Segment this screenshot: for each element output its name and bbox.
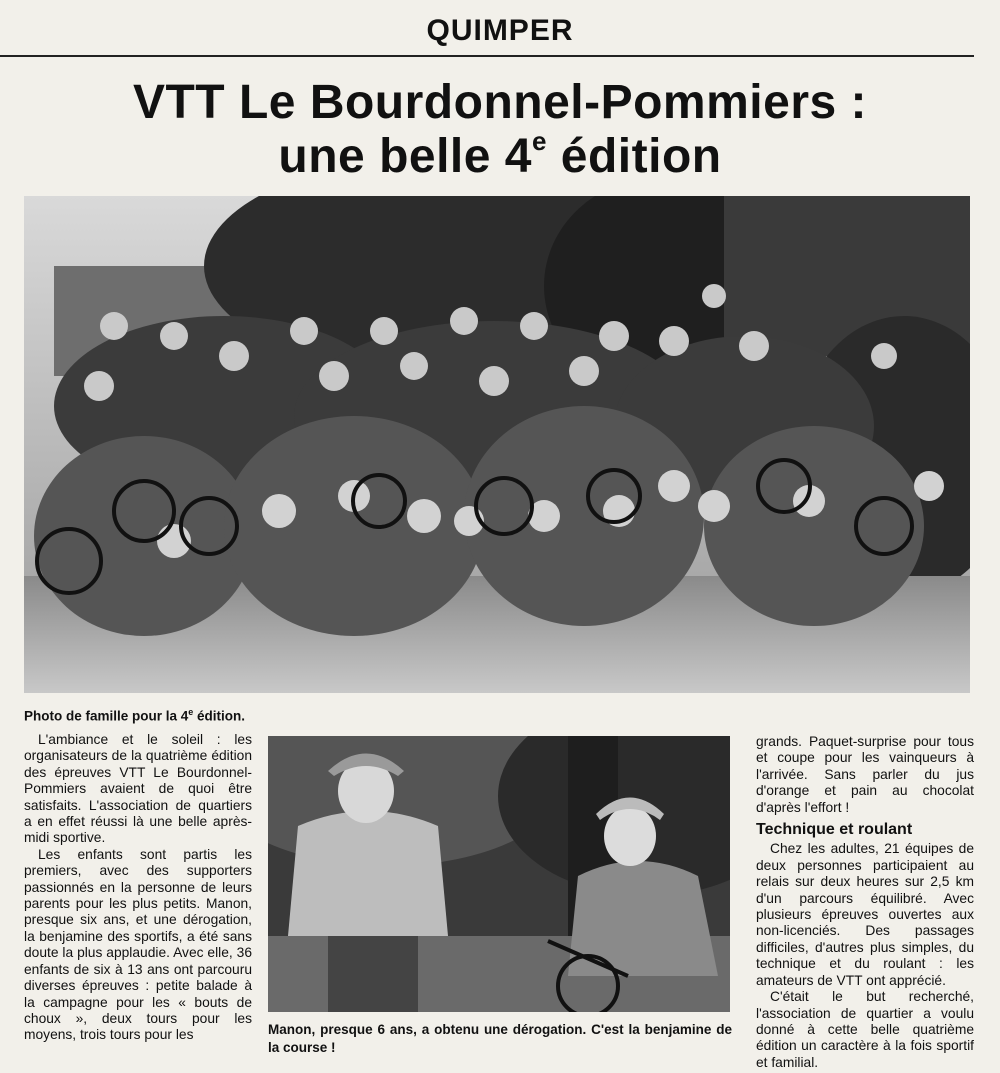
manon-photo [268,736,730,1012]
article-paragraph: Les enfants sont partis les premiers, avec des supporters passionnés en la personne de leurs parents pour les plus petits. Manon, presque six ans, et une dérogation, la benjamine des sportifs, a été sans doute la plus applaudie. Avec elle, 36 enfants de six à 13 ans ont parcouru diverses épreuves : petite balade à la campagne pour les « bouts de choux », deux tours pour les moyens, trois tours pour les [24,846,252,1043]
manon-photo-caption: Manon, presque 6 ans, a obtenu une dérogation. C'est la benjamine de la course ! [268,1022,732,1055]
article-paragraph: L'ambiance et le soleil : les organisateurs de la quatrième édition des épreuves VTT Le Bourdonnel-Pommiers avaient de quoi être satisfaits. L'association de quartiers a en effet réussi là une belle après-midi sportive. [24,732,252,846]
section-rule [0,55,974,57]
headline-line-1: VTT Le Bourdonnel-Pommiers : [132,76,868,129]
group-photo-caption: Photo de famille pour la 4e édition. [24,707,246,724]
article-paragraph: grands. Paquet-surprise pour tous et coupe pour les vainqueurs à l'arrivée. Sans parler du jus d'orange et pain au chocolat d'après l'effort ! [756,734,974,815]
article-paragraph: C'était le but recherché, l'association de quartier a voulu donné à cette belle quatrième édition un caractère à la fois sportif et familial. [756,989,974,1070]
article-paragraph: Chez les adultes, 21 équipes de deux personnes participaient au relais sur deux heures sur 2,5 km d'un parcours équilibré. Avec plusieurs épreuves ouvertes aux non-licenciés. Des passages difficiles, d'autres plus simples, du technique et du roulant : les amateurs de VTT ont apprécié. [756,841,974,988]
section-title: QUIMPER [426,14,574,47]
headline-line-2: une belle 4e édition [278,126,722,183]
article-column-right [756,734,974,1071]
headline [0,76,1000,184]
article-column-left [24,732,252,1044]
article-subheading: Technique et roulant [756,821,913,839]
group-photo [24,196,970,693]
